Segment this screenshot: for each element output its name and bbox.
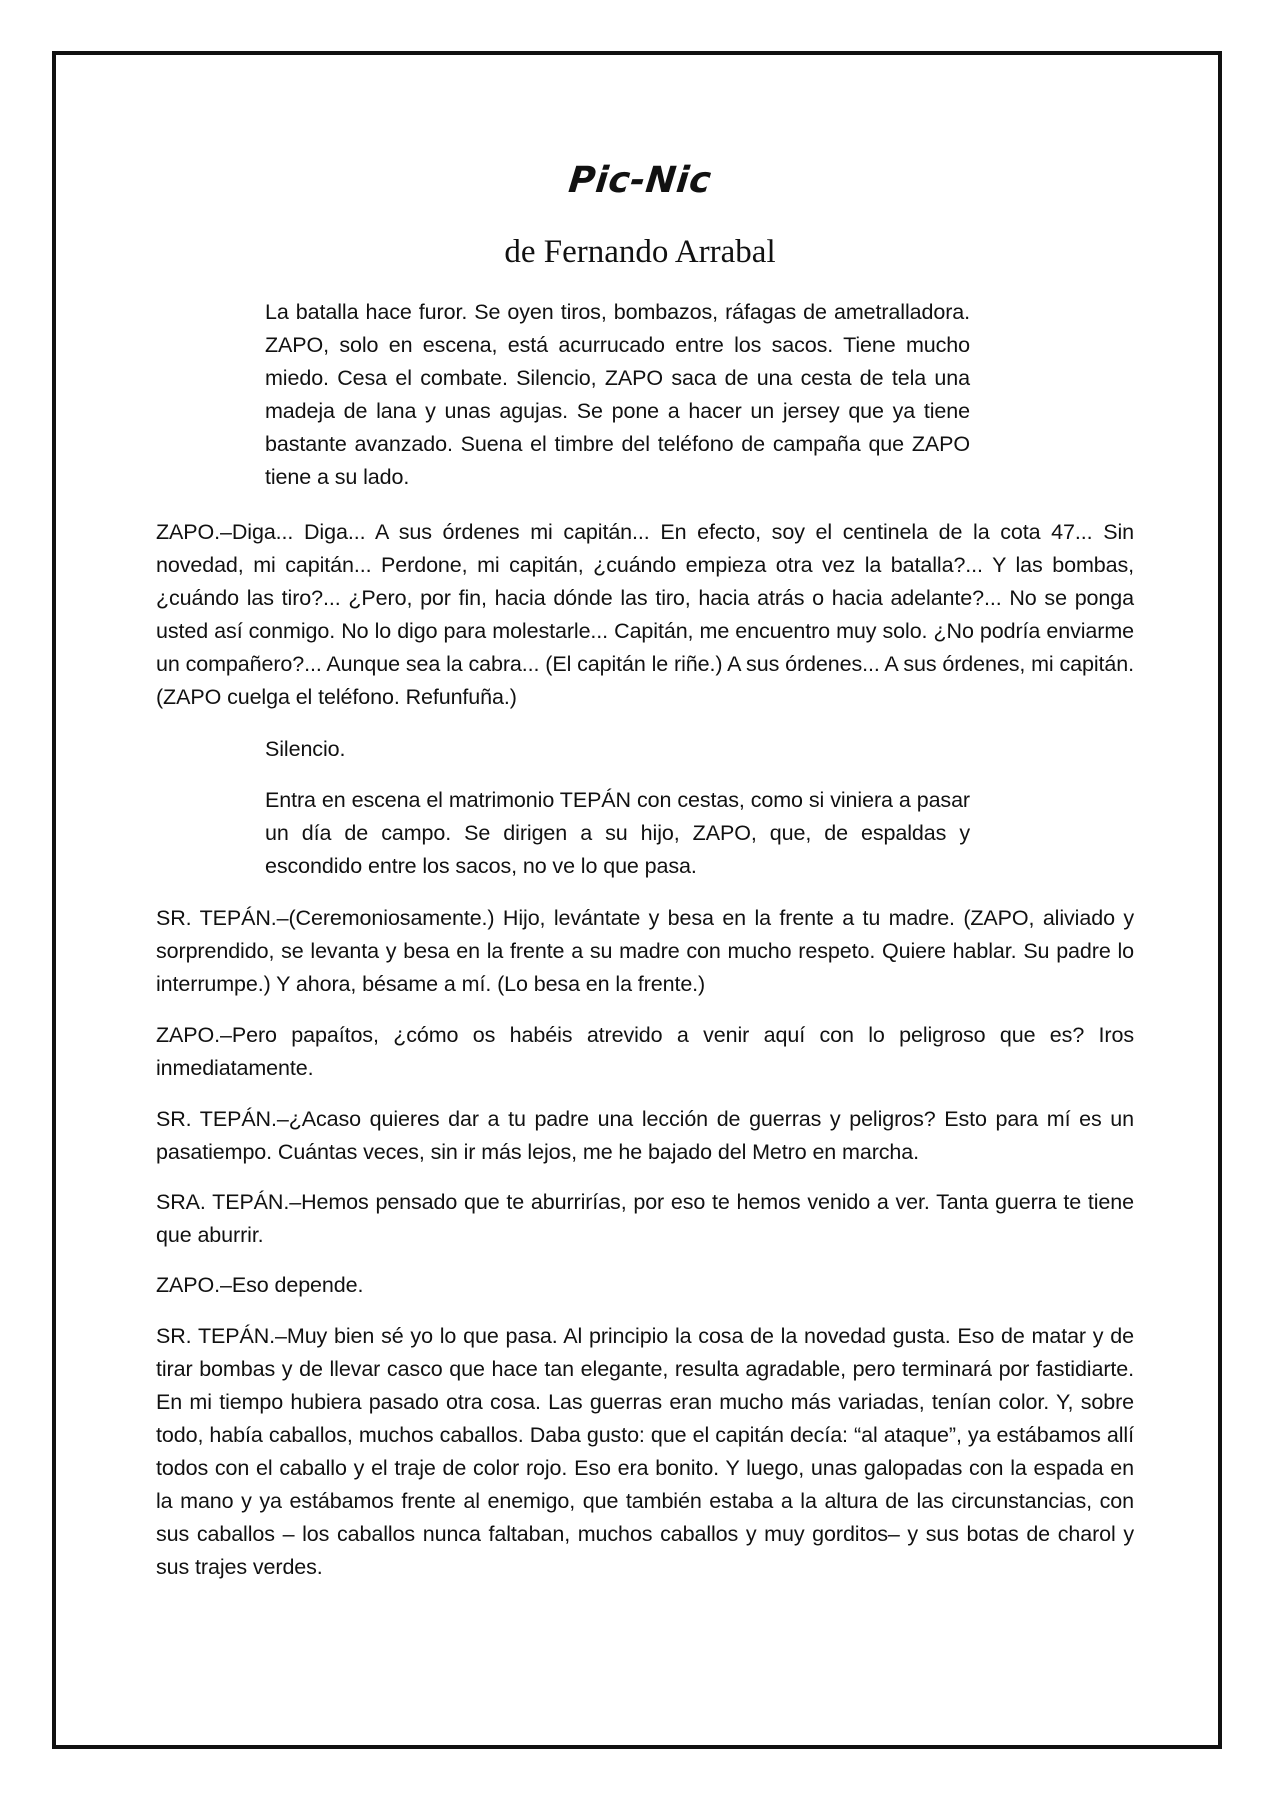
dialog-sra-tepan: SRA. TEPÁN.–Hemos pensado que te aburrirías, por eso te hemos venido a ver. Tanta guerra te tiene que aburrir. bbox=[156, 1190, 1134, 1247]
play-title: Pic-Nic bbox=[566, 160, 714, 201]
author-line: de Fernando Arrabal bbox=[504, 234, 776, 270]
stage-direction-tepan-enter: Entra en escena el matrimonio TEPÁN con cestas, como si viniera a pasar un día de campo. Se dirigen a su hijo, ZAPO, que, de espaldas y escondido entre los sacos, no ve lo que pasa. bbox=[265, 788, 970, 878]
dialog-sr-tepan-lesson: SR. TEPÁN.–¿Acaso quieres dar a tu padre una lección de guerras y peligros? Esto para mí es un pasatiempo. Cuántas veces, sin ir más lejos, me he bajado del Metro en marcha. bbox=[156, 1107, 1134, 1164]
dialog-sr-tepan-horses: SR. TEPÁN.–Muy bien sé yo lo que pasa. Al principio la cosa de la novedad gusta. Eso de matar y de tirar bombas y de llevar casco que hace tan elegante, resulta agradable, pero terminará por fastidiarte. En mi tiempo hubiera pasado otra cosa. Las guerras eran mucho más variadas, tenían color. Y, sobre todo, había caballos, muchos caballos. Daba gusto: que el capitán decía: “al ataque”, ya estábamos allí todos con el caballo y el traje de color rojo. Eso era bonito. Y luego, unas galopadas con la espada en la mano y ya estábamos frente al enemigo, que también estaba a la altura de las circunstancias, con sus caballos – los caballos nunca faltaban, muchos caballos y muy gorditos– y sus botas de charol y sus trajes verdes. bbox=[156, 1324, 1134, 1579]
dialog-zapo-depends: ZAPO.–Eso depende. bbox=[156, 1273, 364, 1297]
dialog-zapo-parents: ZAPO.–Pero papaítos, ¿cómo os habéis atrevido a venir aquí con lo peligroso que es? Iros inmediatamente. bbox=[156, 1023, 1134, 1080]
stage-direction-silence: Silencio. bbox=[265, 737, 346, 761]
stage-direction-opening: La batalla hace furor. Se oyen tiros, bombazos, ráfagas de ametralladora. ZAPO, solo en escena, está acurrucado entre los sacos. Tiene mucho miedo. Cesa el combate. Silencio, ZAPO saca de una cesta de tela una madeja de lana y unas agujas. Se pone a hacer un jersey que ya tiene bastante avanzado. Suena el timbre del teléfono de campaña que ZAPO tiene a su lado. bbox=[265, 300, 970, 489]
dialog-sr-tepan-greeting: SR. TEPÁN.–(Ceremoniosamente.) Hijo, levántate y besa en la frente a tu madre. (ZAPO, aliviado y sorprendido, se levanta y besa en la frente a su madre con mucho respeto. Quiere hablar. Su padre lo interrumpe.) Y ahora, bésame a mí. (Lo besa en la frente.) bbox=[156, 906, 1134, 996]
dialog-zapo-telephone: ZAPO.–Diga... Diga... A sus órdenes mi capitán... En efecto, soy el centinela de la cota 47... Sin novedad, mi capitán... Perdone, mi capitán, ¿cuándo empieza otra vez la batalla?... Y las bombas, ¿cuándo las tiro?... ¿Pero, por fin, hacia dónde las tiro, hacia atrás o hacia adelante?... No se ponga usted así conmigo. No lo digo para molestarle... Capitán, me encuentro muy solo. ¿No podría enviarme un compañero?... Aunque sea la cabra... (El capitán le riñe.) A sus órdenes... A sus órdenes, mi capitán. (ZAPO cuelga el teléfono. Refunfuña.) bbox=[156, 520, 1134, 709]
